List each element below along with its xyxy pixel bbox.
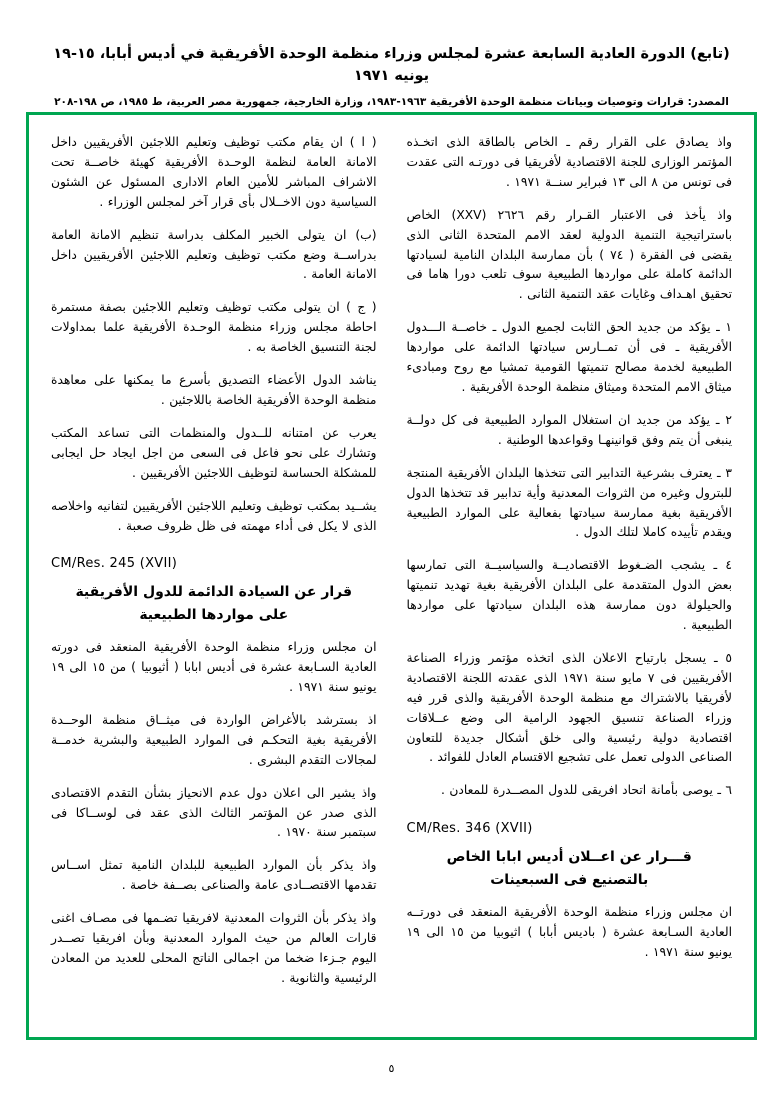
paragraph: واذ يشير الى اعلان دول عدم الانحياز بشأن التقدم الاقتصادى الذى صدر عن المؤتمر الثالث الذى عقد فى لوســاكا فى سبتمبر سنة ١٩٧٠ . — [51, 785, 377, 840]
paragraph: ٣ ـ يعترف بشرعية التدابير التى تتخذها البلدان الأفريقية المنتجة للبترول وغيره من الثروات المعدنية وأية تدابير قد تتخذها الدول الأفريقية بغية ممارسة سيادتها بفعالية على الموارد الطبيعية ويقدم تأييده كاملا لتلك الدول . — [406, 465, 732, 540]
paragraph: واذ يذكر بأن الثروات المعدنية لافريقيا تضـمها فى مصـاف اغنى قارات العالم من حيث الموارد المعدنية وبأن افريقيا تصــدر اليوم جـزءا ضخما من اجمالى الناتج المحلى للعديد من المعادن الرئيسية والثانوية . — [51, 911, 377, 985]
content-frame-inner — [29, 115, 754, 1037]
paragraph: يشــيد بمكتب توظيف وتعليم اللاجئين الأفريقيين لتفانيه واخلاصه الذى لا يكل فى أداء مهمته فى ظل ظروف صعبة . — [51, 498, 377, 533]
paragraph: واذ يأخذ فى الاعتبار القـرار رقم ٢٦٢٦ (XXV) الخاص باستراتيجية التنمية الدولية لعقد الامم المتحدة الثانى الذى يقضى فى الفقرة ( ٧٤ ) بأن ممارسة البلدان النامية لسيادتها الدائمة كاملة على مواردها الطبيعية سوف تلعب دورا هاما فى تحقيق اهـداف وغايات عقد التنمية الثانى . — [406, 207, 733, 302]
resolution-title-line: بالتصنيع فى السبعينات — [490, 871, 649, 888]
paragraph: ٥ ـ يسجل بارتياح الاعلان الذى اتخذه مؤتمر وزراء الصناعة الأفريقيين فى ٧ مايو سنة ١٩٧١ الذى عقدته اللجنة الاقتصادية لأفريقيا بالاشتراك مع منظمة الوحدة الأفريقية والذى قرر فيه وزراء الصناعة تنسيق الجهود الرامية الى وضع عــلاقات اقتصادية دولية رئيسية والى خلق أشكال جديدة للتعاون الصناعى الدولى تعمل على تشجيع الاقتسام العادل للفوائد . — [406, 650, 732, 765]
paragraph: ٢ ـ يؤكد من جديد ان استغلال الموارد الطبيعية فى كل دولــة ينبغى أن يتم وفق قوانينهـا وقواعدها الوطنية . — [406, 412, 732, 447]
resolution-code: CM/Res. 346 (XVII) — [406, 821, 533, 837]
column-left — [51, 133, 377, 1025]
paragraph: واذ يذكر بأن الموارد الطبيعية للبلدان النامية تمثل اســاس تقدمها الاقتصــادى عامة والصناعى بصــفة خاصة . — [51, 858, 377, 893]
column-right — [407, 133, 733, 1025]
two-column-body — [51, 133, 732, 1025]
page-header — [0, 0, 783, 109]
paragraph: (ب) ان يتولى الخبير المكلف بدراسة تنظيم الامانة العامة بدراســة وضع مكتب توظيف وتعليم اللاجئين الأفريقيين داخل الامانة العامة . — [51, 227, 377, 282]
paragraph: واذ يصادق على القرار رقم ـ الخاص بالطاقة الذى اتخـذه المؤتمر الوزارى للجنة الاقتصادية لأفريقيا فى دورتـه التى عقدت فى تونس من ٨ الى ١٣ فبراير سنــة ١٩٧١ . — [406, 135, 732, 189]
paragraph: ان مجلس وزراء منظمة الوحدة الأفريقية المنعقد فى دورته العادية السـابعة عشرة فى أديس ابابا ( أثيوبيا ) من ١٥ الى ١٩ يونيو سنة ١٩٧١ . — [51, 640, 377, 694]
paragraph: يناشد الدول الأعضاء التصديق بأسرع ما يمكنها على معاهدة منظمة الوحدة الأفريقية الخاصة باللاجئين . — [51, 373, 377, 407]
paragraph: ٦ ـ يوصى بأمانة اتحاد افريقى للدول المصــدرة للمعادن . — [441, 783, 732, 798]
resolution-title-line: قـــرار عن اعــلان أديس ابابا الخاص — [446, 849, 692, 866]
paragraph: ( ا ) ان يقام مكتب توظيف وتعليم اللاجئين الأفريقيين داخل الامانة العامة لنظمة الوحـدة الأفريقية كهيئة خاصــة تحت الاشراف المباشر للأمين العام الادارى المسئول عن الشئون السياسية دون الاخــلال بأى قرار آخر لمجلس الوزراء . — [51, 135, 377, 209]
resolution-title — [407, 846, 733, 891]
paragraph: اذ بسترشد بالأغراض الواردة فى ميثــاق منظمة الوحــدة الأفريقية بغية التحكـم فى الموارد الطبيعية والبشرية خدمــة لمجالات التقدم البشرى . — [51, 712, 377, 767]
paragraph: ان مجلس وزراء منظمة الوحدة الأفريقية المنعقد فى دورتــه العادية السـابعة عشرة ( باديس أبابا ) اثيوبيا من ١٥ الى ١٩ يونيو سنة ١٩٧١ . — [406, 905, 732, 959]
paragraph: ( ج ) ان يتولى مكتب توظيف وتعليم اللاجئين بصفة مستمرة احاطة مجلس وزراء منظمة الوحـدة الأفريقية علما بمداولات لجنة التنسيق الخاصة به . — [51, 300, 377, 355]
page-number: ٥ — [388, 1062, 395, 1075]
resolution-title-line: على مواردها الطبيعية — [139, 606, 289, 623]
resolution-code: CM/Res. 245 (XVII) — [51, 556, 178, 572]
paragraph: يعرب عن امتنانه للــدول والمنظمات التى تساعد المكتب وتشارك على نحو فاعل فى السعى من اجل ايجاد حل ايجابى للمشكلة الحساسة لتوظيف اللاجئين الأفريقيين . — [51, 425, 377, 480]
content-frame — [26, 112, 757, 1040]
resolution-title — [51, 581, 377, 626]
document-title: (تابع) الدورة العادية السابعة عشرة لمجلس وزراء منظمة الوحدة الأفريقية في أديس أبابا، ١٥-١٩ يونيه ١٩٧١ — [53, 46, 730, 84]
document-source: المصدر: قرارات وتوصيات وبيانات منظمة الوحدة الأفريقية ١٩٦٣-١٩٨٣، وزارة الخارجية، جمهورية مصر العربية، ط ١٩٨٥، ص ١٩٨-٢٠٨ — [54, 95, 729, 108]
paragraph: ٤ ـ يشجب الضـغوط الاقتصاديــة والسياسيــة التى تمارسها بعض الدول المتقدمة على البلدان الأفريقية بغية تهديد تنميتها والحيلولة دون ممارسة هذه البلدان سيادتها على مواردها الطبيعية . — [406, 558, 732, 633]
paragraph: ١ ـ يؤكد من جديد الحق الثابت لجميع الدول ـ خاصــة الـــدول الأفريقية ـ فى أن تمــارس سيادتها الدائمة على مواردها الطبيعية لخدمة مصالح تنميتها القومية تمشيا مع روح ومبادىء ميثاق الامم المتحدة وميثاق منظمة الوحدة الأفريقية . — [406, 320, 732, 394]
resolution-title-line: قرار عن السيادة الدائمة للدول الأفريقية — [75, 584, 353, 601]
